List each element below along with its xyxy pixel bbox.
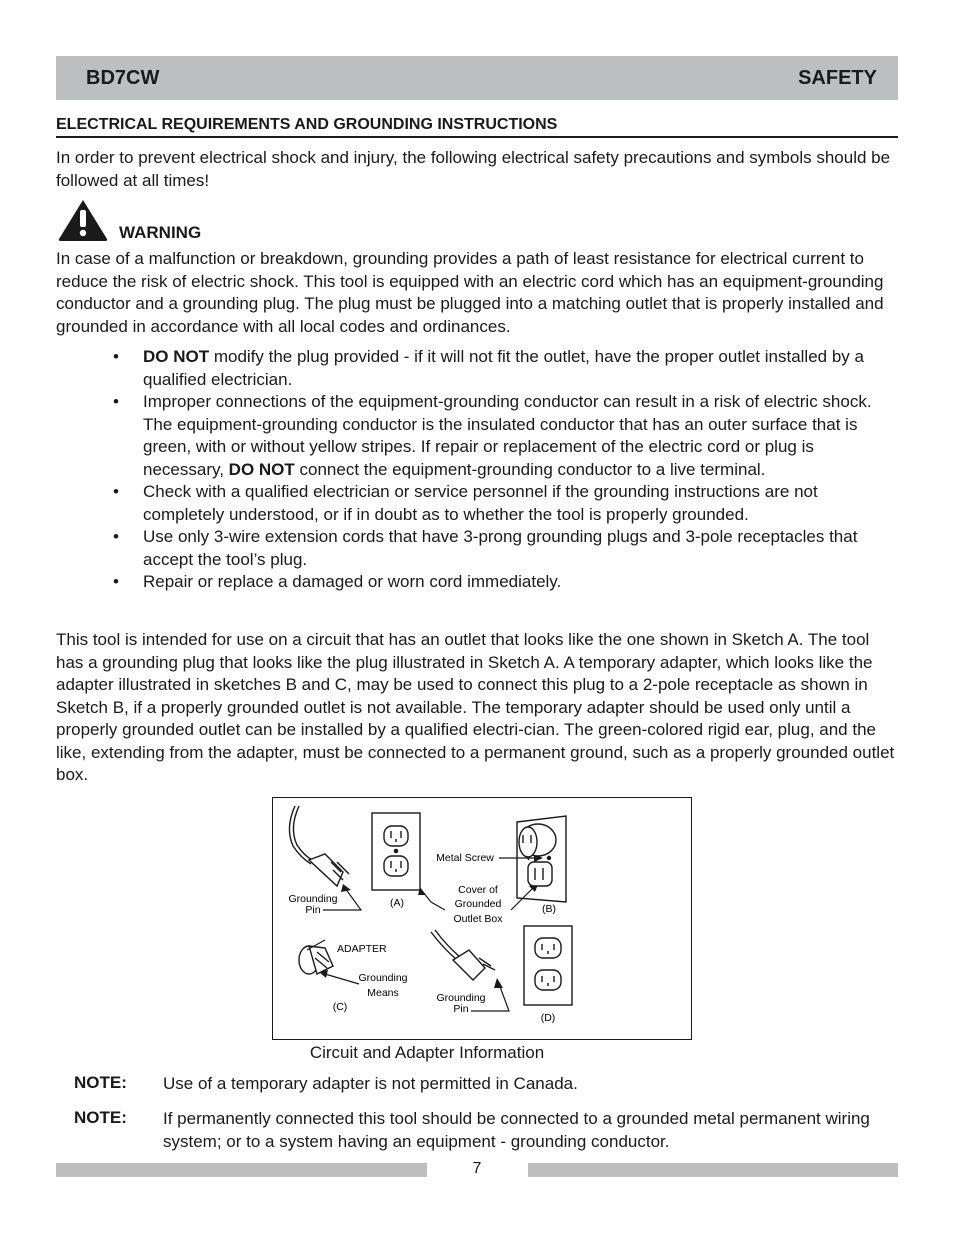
list-item: • Improper connections of the equipment-grounding conductor can result in a risk of electric shock. The equipment-grounding conductor is the insulated conductor that has an outer surface that is green, with or without yellow stripes. If repair or replacement of the electric cord or plug is necessary, DO NOT connect the equipment-grounding conductor to a live terminal. [113,392,872,479]
safety-bullet-list [113,346,898,594]
figure-illustration [273,798,691,1039]
arrow-line [325,974,359,984]
note-label: NOTE: [74,1073,127,1092]
note-label: NOTE: [74,1108,127,1127]
bullet-text: Improper connections of the equipment-grounding conductor can result in a risk of electric shock. The equipment-grounding conductor is the insulated conductor that has an outer surface that is green, with or without yellow stripes. If repair or replacement of the electric cord or plug is necessary, [143,392,872,479]
bullet-text: Repair or replace a damaged or worn cord immediately. [143,572,562,591]
model-name: BD7CW [86,67,160,89]
arrow-head [418,887,426,895]
list-item: • Check with a qualified electrician or service personnel if the grounding instructions are not completely understood, or if in doubt as to whether the tool is properly grounded. [113,482,818,524]
grounding-pin-a-label-2: Pin [305,904,321,916]
bullet-text: Use only 3-wire extension cords that have 3-prong grounding plugs and 3-pole receptacles that accept the tool’s plug. [143,527,858,569]
bold-text: DO NOT [228,459,295,479]
grounding-means-label-1: Grounding [358,972,408,984]
header-bar [56,56,898,100]
grounding-pin-d-label-2: Pin [453,1003,469,1015]
metal-screw-label: Metal Screw [436,852,494,864]
bullet-text: connect the equipment-grounding conductor to a live terminal. [294,459,766,479]
footer-bar-left [56,1163,427,1177]
arrow-head [494,978,503,988]
intro-paragraph: In order to prevent electrical shock and injury, the following electrical safety precautions and symbols should be followed at all times! [56,148,891,190]
sketch-c-adapter [299,946,333,974]
sketch-a-label: (A) [390,897,404,909]
sketch-a-outlet [372,813,420,890]
sketch-b-adapter-outlet [517,816,566,902]
grounding-pin-d-label-1: Grounding [436,992,486,1004]
figure-caption: Circuit and Adapter Information [309,1043,545,1062]
section-name: SAFETY [798,67,877,89]
cover-label-1: Cover of [458,884,498,896]
warning-label: WARNING [119,223,202,242]
bullet-text: modify the plug provided - if it will not fit the outlet, have the proper outlet installed by a qualified electrician. [143,347,864,389]
list-item: • Use only 3-wire extension cords that have 3-prong grounding plugs and 3-pole receptacles that accept the tool’s plug. [113,527,858,569]
cover-label-3: Outlet Box [453,913,503,925]
bold-text: DO NOT [143,347,210,366]
footer-bar-right [528,1163,898,1177]
section-title: ELECTRICAL REQUIREMENTS AND GROUNDING INSTRUCTIONS [56,116,898,138]
warning-paragraph: In case of a malfunction or breakdown, grounding provides a path of least resistance for electrical current to reduce the risk of electric shock. This tool is equipped with an electric cord which has an equipment-grounding conductor and a grounding plug. The plug must be plugged into a matching outlet that is properly installed and grounded in accordance with all local codes and ordinances. [56,249,884,336]
sketch-d-label: (D) [540,1012,556,1024]
arrow-line [423,892,445,910]
list-item: • Repair or replace a damaged or worn cord immediately. [113,572,562,591]
arrow-head [341,884,351,892]
bullet-text: Check with a qualified electrician or service personnel if the grounding instructions are not completely understood, or if in doubt as to whether the tool is properly grounded. [143,482,818,524]
adapter-label: ADAPTER [337,943,387,955]
circuit-adapter-figure [272,797,692,1040]
list-item: • DO NOT modify the plug provided - if it will not fit the outlet, have the proper outlet installed by a qualified electrician. [113,347,864,389]
grounding-pin-a-label-1: Grounding [288,893,338,905]
page-number: 7 [472,1160,482,1177]
sketch-d-plug [431,930,495,980]
sketch-a-plug [289,806,349,886]
sketch-d-outlet [524,926,572,1005]
circuit-paragraph: This tool is intended for use on a circuit that has an outlet that looks like the one shown in Sketch A. The tool has a grounding plug that looks like the plug illustrated in Sketch A. A temporary adapter, which looks like the adapter illustrated in sketches B and C, may be used to connect this plug to a 2-pole receptacle as shown in Sketch B, if a properly grounded outlet is not available. The temporary adapter should be used only until a properly grounded outlet can be installed by a qualified electri-cian. The green-colored rigid ear, plug, and the like, extending from the adapter, must be connected to a permanent ground, such as a properly grounded outlet box. [56,630,895,784]
cover-label-2: Grounded [454,898,502,910]
sketch-c-label: (C) [332,1001,348,1013]
grounding-means-label-2: Means [367,987,399,999]
warning-triangle-icon [57,198,109,242]
note-text: If permanently connected this tool should be connected to a grounded metal permanent wiring system; or to a system having an equipment - grounding conductor. [163,1109,870,1151]
sketch-b-label: (B) [542,903,556,915]
note-text: Use of a temporary adapter is not permitted in Canada. [163,1074,578,1093]
